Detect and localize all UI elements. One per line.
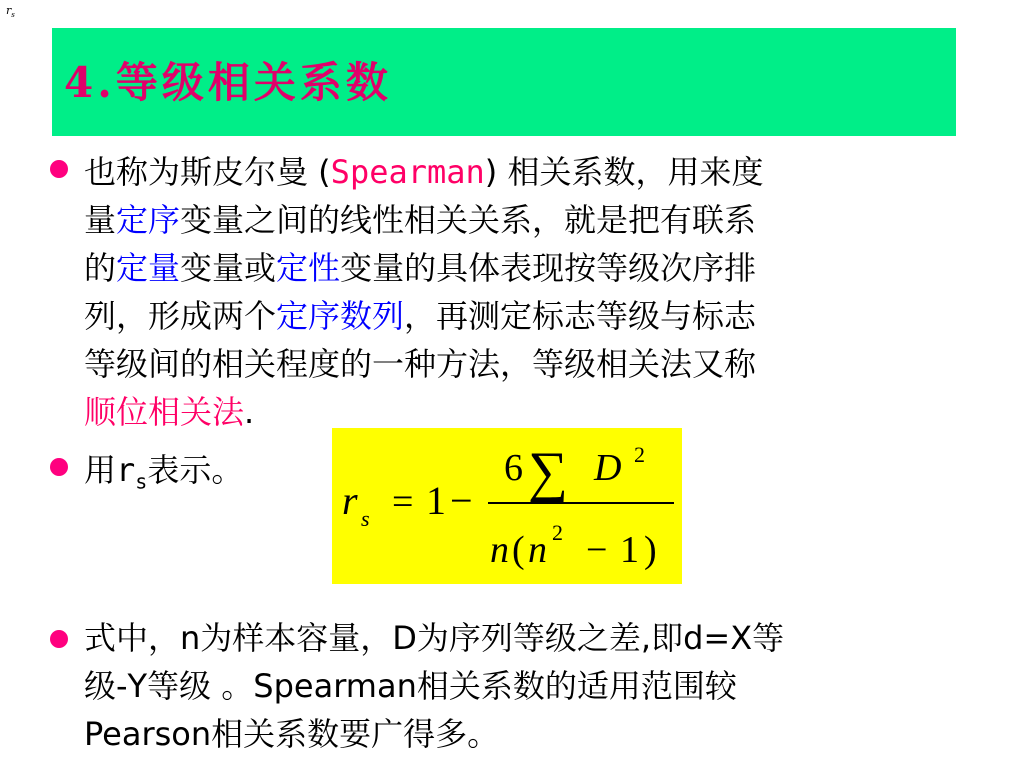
svg-text:r: r (342, 478, 358, 523)
svg-text:n: n (490, 529, 509, 571)
highlight-term: 定序 (116, 201, 181, 239)
line: Pearson相关系数要广得多。 (84, 715, 500, 753)
svg-text:−: − (450, 478, 473, 523)
svg-text:=: = (392, 481, 414, 523)
svg-text:D: D (594, 447, 622, 489)
formula-box (332, 428, 682, 584)
svg-text:1: 1 (620, 529, 639, 571)
bullet-dot (50, 458, 68, 476)
line: 列，形成两个定序数列，再测定标志等级与标志 (84, 297, 757, 335)
line: 的定量变量或定性变量的具体表现按等级次序排 (84, 249, 757, 287)
bullet-dot (50, 160, 68, 178)
svg-text:−: − (586, 529, 608, 571)
bullet-dot (50, 630, 68, 648)
spearman-formula (332, 428, 682, 584)
bullet-paragraph-2: 用$r_s$表示。 (84, 451, 244, 494)
svg-text:s: s (361, 506, 370, 531)
line: 也称为斯皮尔曼 (Spearman) 相关系数，用来度 (84, 153, 764, 191)
corner-symbol: $r_s$ (6, 4, 15, 20)
svg-text:(: ( (512, 529, 525, 571)
svg-text:): ) (644, 529, 657, 571)
line: 等级间的相关程度的一种方法，等级相关法又称 (84, 345, 757, 383)
line: 式中，n为样本容量，D为序列等级之差,即d=X等 (84, 619, 785, 657)
line: 级-Y等级 。Spearman相关系数的适用范围较 (84, 667, 737, 705)
highlight-term: 定量 (116, 249, 181, 287)
svg-text:2: 2 (634, 442, 645, 467)
highlight-term: 定序数列 (276, 297, 405, 335)
highlight-term: 定性 (276, 249, 341, 287)
svg-text:6: 6 (504, 447, 523, 489)
highlight-term: 顺位相关法 (84, 393, 245, 431)
svg-text:2: 2 (552, 520, 563, 545)
slide-title: 4.等级相关系数 (64, 58, 392, 107)
svg-text:1: 1 (426, 478, 446, 523)
spearman-term: Spearman (330, 153, 485, 191)
line: 顺位相关法. (84, 393, 255, 431)
bullet-paragraph-1 (84, 148, 964, 436)
title-bar (52, 28, 956, 136)
svg-text:n: n (528, 529, 547, 571)
line: 量定序变量之间的线性相关关系，就是把有联系 (84, 201, 757, 239)
bullet-paragraph-3 (84, 614, 984, 758)
svg-text:∑: ∑ (528, 441, 568, 503)
